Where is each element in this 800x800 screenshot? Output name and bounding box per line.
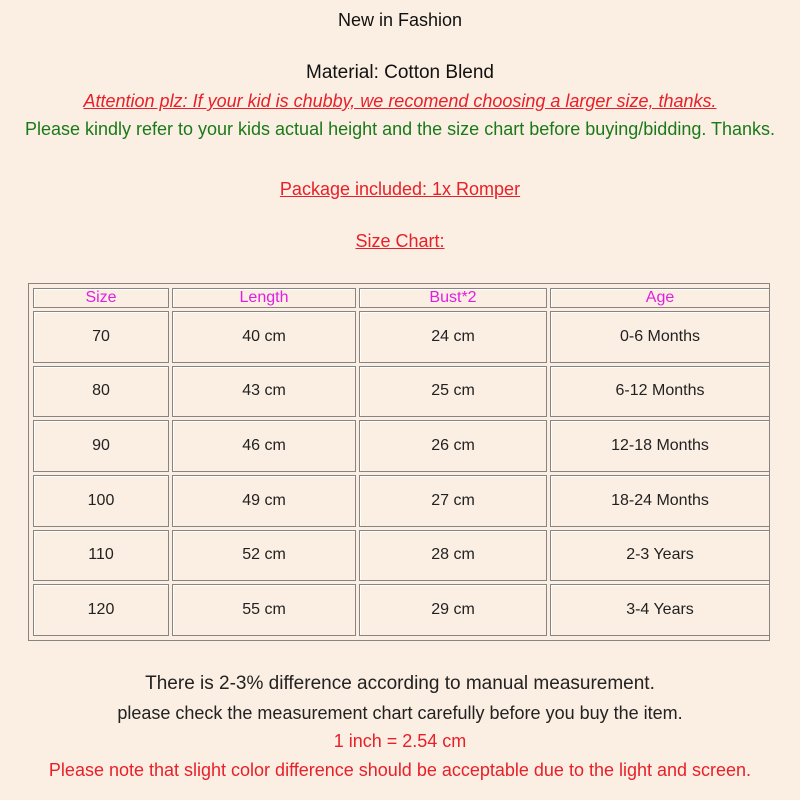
cell-bust: 26 cm [359,420,547,472]
page-title: New in Fashion [337,10,463,30]
cell-size: 120 [33,584,169,636]
table-row [33,366,770,418]
table-row [33,530,770,582]
cell-length: 40 cm [172,311,356,363]
check-chart-note: please check the measurement chart carefully before you buy the item. [117,703,683,723]
cell-size: 90 [33,420,169,472]
cell-age: 12-18 Months [550,420,770,472]
cell-bust: 29 cm [359,584,547,636]
cell-length: 46 cm [172,420,356,472]
header-length: Length [172,288,356,308]
table-row [33,475,770,527]
cell-bust: 24 cm [359,311,547,363]
size-chart-heading: Size Chart: [355,231,445,251]
cell-bust: 27 cm [359,475,547,527]
color-difference-note: Please note that slight color difference should be acceptable due to the light and screen. [48,760,752,780]
table-row [33,420,770,472]
cell-bust: 28 cm [359,530,547,582]
cell-size: 100 [33,475,169,527]
cell-size: 110 [33,530,169,582]
cell-length: 43 cm [172,366,356,418]
size-chart-table [28,283,770,641]
cell-bust: 25 cm [359,366,547,418]
inch-conversion-text: 1 inch = 2.54 cm [333,731,467,751]
cell-age: 6-12 Months [550,366,770,418]
measurement-difference-note: There is 2-3% difference according to manual measurement. [145,673,655,694]
material-text: Material: Cotton Blend [306,62,494,83]
header-bust: Bust*2 [359,288,547,308]
cell-age: 3-4 Years [550,584,770,636]
cell-length: 55 cm [172,584,356,636]
attention-note: Attention plz: If your kid is chubby, we recomend choosing a larger size, thanks. [83,91,717,111]
header-age: Age [550,288,770,308]
table-header-row [33,288,770,308]
table-row [33,584,770,636]
cell-length: 49 cm [172,475,356,527]
cell-age: 18-24 Months [550,475,770,527]
cell-length: 52 cm [172,530,356,582]
cell-size: 80 [33,366,169,418]
size-refer-note: Please kindly refer to your kids actual height and the size chart before buying/bidding. Thanks. [24,119,776,139]
package-included-text: Package included: 1x Romper [279,179,521,199]
header-size: Size [33,288,169,308]
cell-age: 0-6 Months [550,311,770,363]
table-row [33,311,770,363]
cell-age: 2-3 Years [550,530,770,582]
cell-size: 70 [33,311,169,363]
